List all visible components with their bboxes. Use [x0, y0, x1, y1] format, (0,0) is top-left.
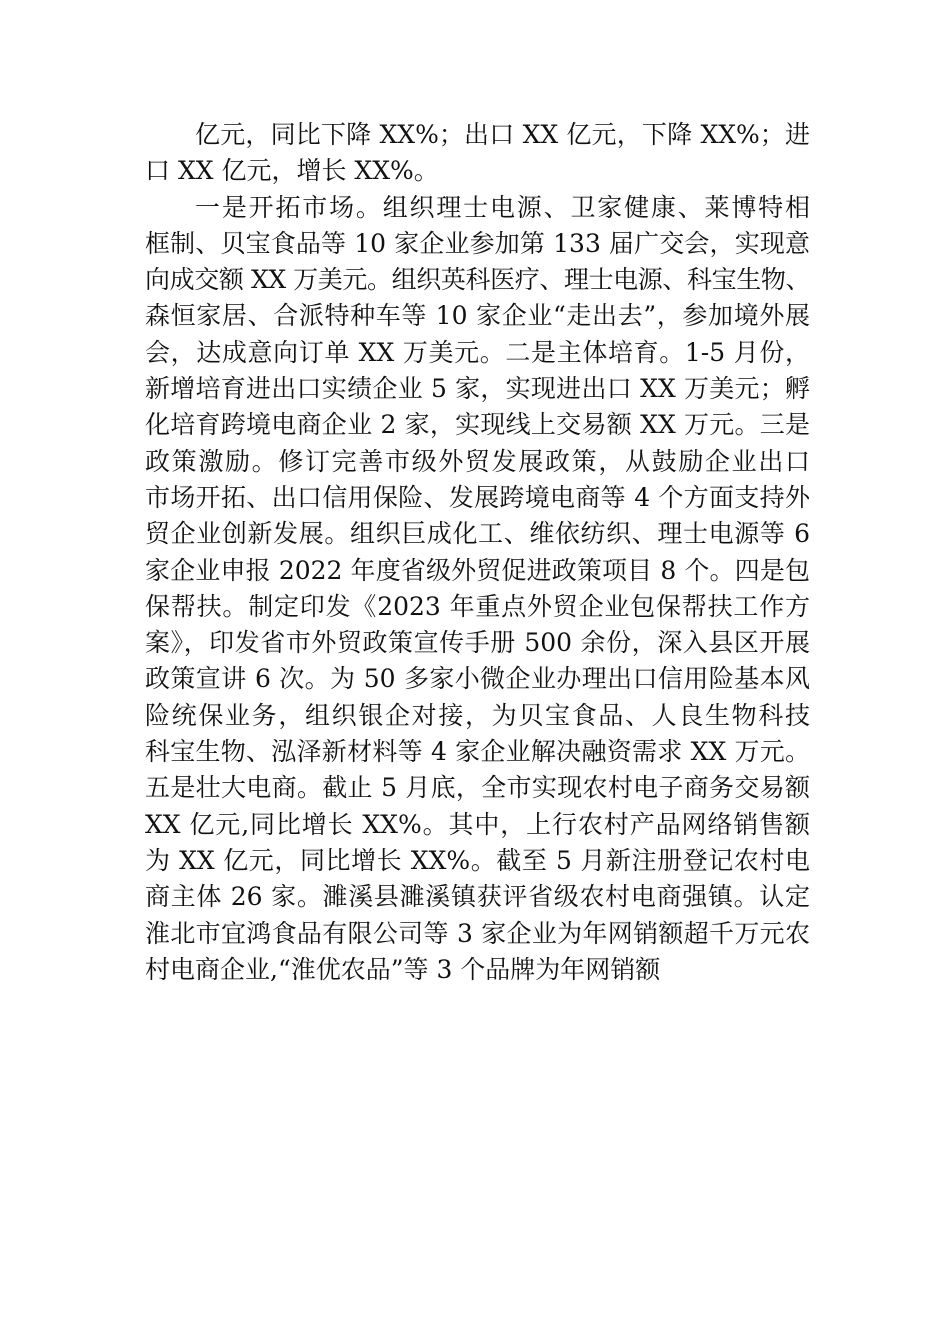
text-line: XX 亿元,同比增长 XX%。其中，上行农村产品网络销售额 [145, 809, 810, 839]
text-line: 科宝生物、泓泽新材料等 4 家企业解决融资需求 XX 万元。 [145, 737, 810, 767]
text-line: 亿元，同比下降 XX%；出口 XX 亿元，下降 XX%；进 [195, 120, 810, 149]
document-body [145, 117, 810, 988]
text-line: 五是壮大电商。截止 5 月底，全市实现农村电子商务交易额 [145, 773, 810, 803]
text-line: 村电商企业,“淮优农品”等 3 个品牌为年网销额 [145, 954, 661, 984]
text-line: 化培育跨境电商企业 2 家，实现线上交易额 XX 万元。三是 [145, 410, 810, 440]
text-line: 险统保业务，组织银企对接，为贝宝食品、人良生物科技 [145, 700, 810, 730]
text-line: 框制、贝宝食品等 10 家企业参加第 133 届广交会，实现意 [145, 228, 810, 258]
text-line: 市场开拓、出口信用保险、发展跨境电商等 4 个方面支持外 [145, 482, 810, 512]
text-line: 新增培育进出口实绩企业 5 家，实现进出口 XX 万美元；孵 [145, 374, 810, 404]
text-line: 家企业申报 2022 年度省级外贸促进政策项目 8 个。四是包 [145, 555, 810, 585]
text-line: 保帮扶。制定印发《2023 年重点外贸企业包保帮扶工作方 [145, 591, 810, 621]
text-line: 淮北市宜鸿食品有限公司等 3 家企业为年网销额超千万元农 [145, 918, 810, 948]
text-line: 贸企业创新发展。组织巨成化工、维依纺织、理士电源等 6 [145, 519, 810, 549]
text-line: 会，达成意向订单 XX 万美元。二是主体培育。1-5 月份， [145, 337, 810, 367]
text-line: 案》，印发省市外贸政策宣传手册 500 余份，深入县区开展 [145, 628, 810, 658]
text-line: 向成交额 XX 万美元。组织英科医疗、理士电源、科宝生物、 [145, 265, 810, 295]
text-line: 为 XX 亿元，同比增长 XX%。截至 5 月新注册登记农村电 [145, 845, 810, 875]
text-line: 一是开拓市场。组织理士电源、卫家健康、莱博特相 [195, 192, 810, 222]
text-line: 森恒家居、合派特种车等 10 家企业“走出去”，参加境外展 [145, 301, 810, 331]
text-line: 政策激励。修订完善市级外贸发展政策，从鼓励企业出口 [145, 446, 810, 476]
text-line: 政策宣讲 6 次。为 50 多家小微企业办理出口信用险基本风 [145, 664, 810, 694]
text-line: 口 XX 亿元，增长 XX%。 [145, 156, 439, 186]
text-line: 商主体 26 家。濉溪县濉溪镇获评省级农村电商强镇。认定 [145, 882, 810, 912]
